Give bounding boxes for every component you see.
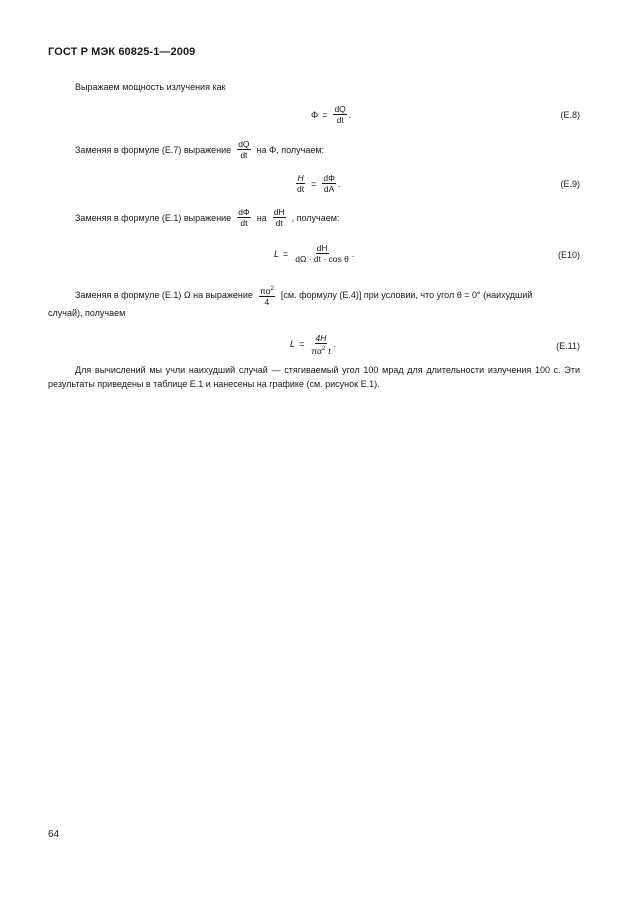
formula-e9 [294, 173, 340, 194]
replace-text-2 [75, 207, 339, 228]
replace-text-3-line2: случай), получаем [48, 308, 126, 318]
numerator: dΦ [323, 173, 335, 183]
denominator [310, 344, 331, 356]
replace-text-before: Заменяя в формуле (E.1) Ω на выражение [75, 290, 253, 301]
denominator: 4 [264, 296, 270, 307]
replace-text-before: Заменяя в формуле (E.7) выражение [75, 144, 232, 155]
denominator-base: πα [311, 345, 322, 356]
replace-text-1 [75, 139, 324, 160]
numerator: dH [273, 207, 285, 217]
numerator-base: πα [259, 285, 271, 296]
denominator: dt [240, 150, 248, 160]
formula-e8 [311, 104, 351, 125]
fraction [322, 173, 336, 194]
numerator [259, 284, 275, 297]
equation-number-e9: (E.9) [560, 179, 580, 189]
equation-number-e11: (E.11) [556, 341, 580, 351]
fraction [237, 207, 251, 228]
conclusion-paragraph: Для вычислений мы учли наихудший случай — стягиваемый угол 100 мрад для длительности излучения 100 с. Эти результаты приведены в таблице E.1 и нанесены на графике (см. рисунок E.1). [48, 365, 580, 389]
page-number: 64 [48, 829, 60, 840]
numerator: dH [316, 243, 328, 253]
denominator: dt [336, 115, 344, 125]
replace-text-3 [75, 284, 532, 307]
equals-sign: = [283, 248, 289, 259]
fraction [273, 207, 286, 228]
denominator: dt [297, 184, 305, 194]
numerator: dΦ [238, 207, 250, 217]
equation-number-e8: (E.8) [560, 110, 580, 120]
equals-sign: = [299, 339, 305, 350]
equation-number-e10: (E10) [557, 250, 580, 260]
luminance-symbol: L [274, 248, 280, 259]
denominator: dA [323, 184, 335, 194]
time-symbol: t [328, 345, 331, 356]
intro-text: Выражаем мощность излучения как [75, 82, 226, 92]
superscript: 2 [321, 346, 326, 352]
formula-e11 [290, 333, 336, 356]
fraction [237, 139, 250, 160]
superscript: 2 [270, 286, 274, 292]
document-header: ГОСТ Р МЭК 60825-1—2009 [48, 46, 196, 58]
equals-sign: = [322, 109, 328, 120]
replace-text-after: , получаем: [291, 212, 340, 223]
fraction [310, 333, 331, 356]
numerator: 4H [315, 333, 327, 343]
fraction [294, 243, 350, 264]
replace-text-after: [см. формулу (E.4)] при условии, что угол θ = 0° (наихудший [280, 290, 533, 301]
fraction [259, 284, 275, 307]
fraction [333, 104, 346, 125]
equals-sign: = [311, 178, 317, 189]
denominator: dt [240, 218, 248, 228]
formula-end: . [337, 178, 341, 189]
denominator: dΩ · dt · cos θ [295, 254, 349, 264]
luminance-symbol: L [290, 339, 296, 350]
numerator: dQ [334, 104, 346, 114]
numerator: H [297, 173, 304, 183]
formula-end: . [333, 339, 337, 350]
formula-end: . [351, 248, 355, 259]
replace-text-mid: на [256, 212, 267, 223]
numerator: dQ [238, 139, 250, 149]
denominator: dt [275, 218, 283, 228]
formula-end: . [348, 109, 352, 120]
replace-text-before: Заменяя в формуле (E.1) выражение [75, 212, 232, 223]
fraction [296, 173, 305, 194]
formula-e10 [274, 243, 354, 264]
phi-symbol: Φ [311, 109, 319, 120]
replace-text-after: на Φ, получаем: [256, 144, 325, 155]
